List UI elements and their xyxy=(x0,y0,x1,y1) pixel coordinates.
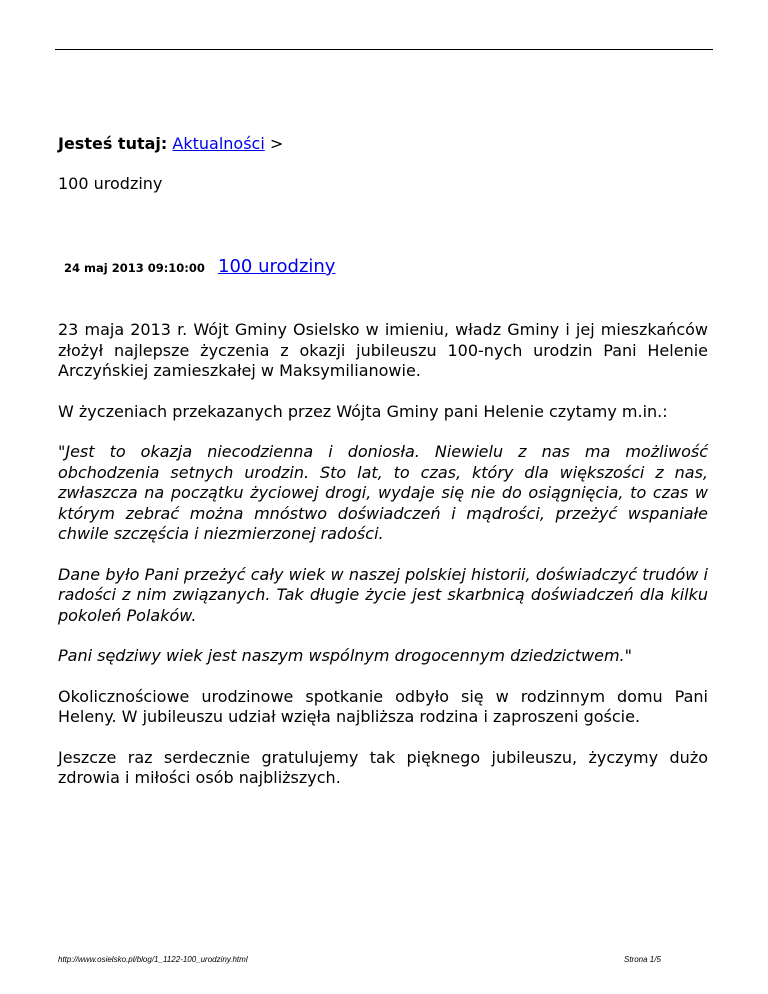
paragraph-closing: Jeszcze raz serdecznie gratulujemy tak pięknego jubileuszu, życzymy dużo zdrowia i miłości osób najbliższych. xyxy=(58,747,708,787)
paragraph-meeting: Okolicznościowe urodzinowe spotkanie odbyło się w rodzinnym domu Pani Heleny. W jubileuszu udział wzięła najbliższa rodzina i zaproszeni goście. xyxy=(58,686,708,726)
top-divider xyxy=(55,49,713,50)
quote-paragraph-1: "Jest to okazja niecodzienna i doniosła. Niewielu z nas ma możliwość obchodzenia setnych urodzin. Sto lat, to czas, który dla większości z nas, zwłaszcza na początku życiowej drogi, wydaje się nie do osiągnięcia, to czas w którym zebrać można mnóstwo doświadczeń i mądrości, przeżyć wspaniałe chwile szczęścia i niezmierzonej radości. xyxy=(58,442,708,543)
breadcrumb-separator: > xyxy=(269,134,284,153)
quote-paragraph-3: Pani sędziwy wiek jest naszym wspólnym drogocennym dziedzictwem." xyxy=(58,646,632,665)
breadcrumb xyxy=(58,134,283,154)
post-title-link[interactable]: 100 urodziny xyxy=(218,256,336,277)
breadcrumb-label: Jesteś tutaj: xyxy=(58,134,168,153)
page-title: 100 urodziny xyxy=(58,174,163,193)
paragraph-wishes-intro: W życzeniach przekazanych przez Wójta Gminy pani Helenie czytamy m.in.: xyxy=(58,401,668,421)
quote-paragraph-2: Dane było Pani przeżyć cały wiek w naszej polskiej historii, doświadczyć trudów i radości z nim związanych. Tak długie życie jest skarbnicą doświadczeń dla kilku pokoleń Polaków. xyxy=(58,564,708,625)
post-date: 24 maj 2013 09:10:00 xyxy=(64,261,205,275)
paragraph-intro: 23 maja 2013 r. Wójt Gminy Osielsko w imieniu, władz Gminy i jej mieszkańców złożył najlepsze życzenia z okazji jubileuszu 100-nych urodzin Pani Helenie Arczyńskiej zamieszkałej w Maksymilianowie. xyxy=(58,320,708,380)
article-body xyxy=(58,320,708,809)
post-header xyxy=(64,256,335,277)
footer-url: http://www.osielsko.pl/blog/1_1122-100_urodziny.html xyxy=(58,955,248,964)
footer-page-number: Strona 1/5 xyxy=(624,955,661,964)
breadcrumb-link-aktualnosci[interactable]: Aktualności xyxy=(172,134,265,153)
